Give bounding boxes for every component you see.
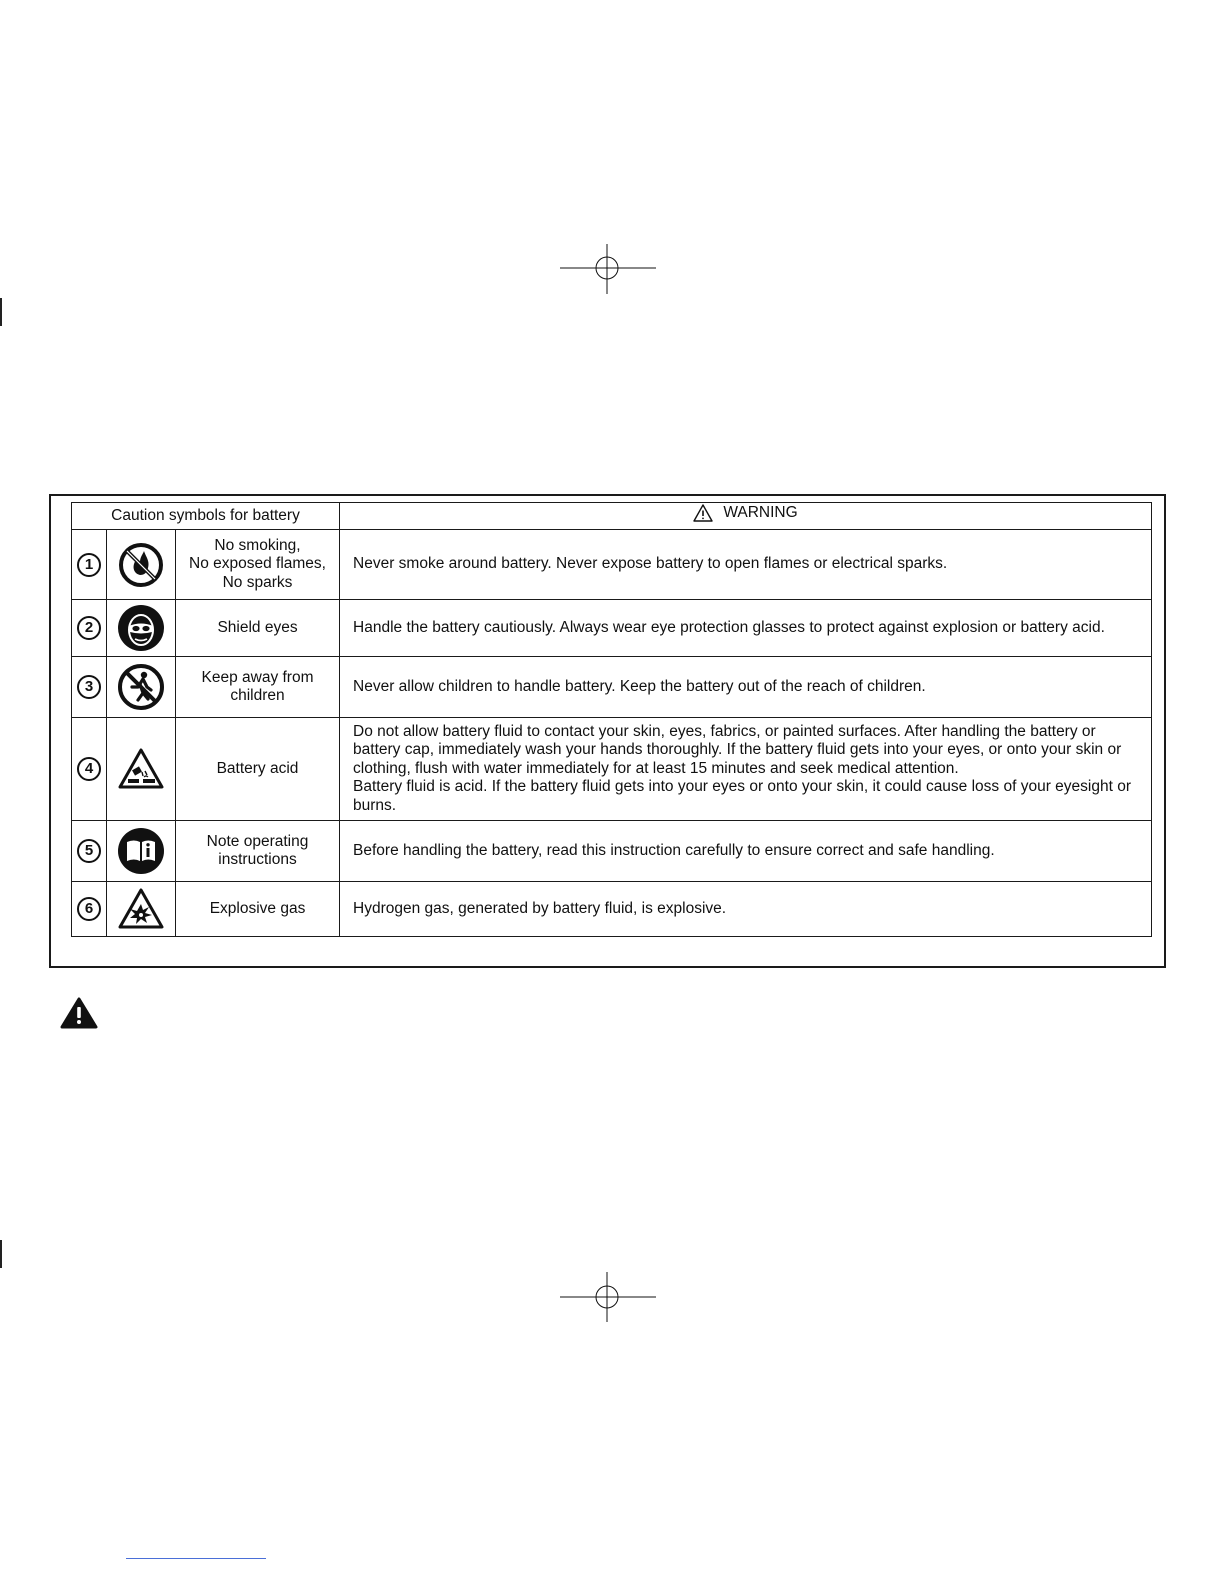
warning-description xyxy=(340,600,1152,657)
battery-caution-panel xyxy=(49,494,1166,968)
symbol-label xyxy=(176,718,340,821)
description-text: Never smoke around battery. Never expose battery to open flames or electrical sparks. xyxy=(353,555,948,573)
battery-acid-icon xyxy=(118,748,164,790)
symbol-label xyxy=(176,530,340,600)
edge-mark-top xyxy=(0,298,2,326)
table-row xyxy=(72,530,1152,600)
symbol-cell xyxy=(107,600,176,657)
warning-description xyxy=(340,821,1152,882)
table-header-row xyxy=(72,503,1152,530)
caution-table xyxy=(71,502,1152,937)
warning-description xyxy=(340,882,1152,937)
registration-mark-bottom xyxy=(560,1272,656,1322)
row-number-cell xyxy=(72,821,107,882)
description-text: Before handling the battery, read this instruction carefully to ensure correct and safe handling. xyxy=(353,841,995,859)
warning-triangle-icon xyxy=(693,504,713,522)
explosive-gas-icon xyxy=(118,888,164,930)
symbol-cell xyxy=(107,657,176,718)
label-line: children xyxy=(230,687,285,704)
row-number: 5 xyxy=(77,839,101,863)
row-number-cell xyxy=(72,882,107,937)
warning-description xyxy=(340,657,1152,718)
symbol-label xyxy=(176,657,340,718)
row-number-cell xyxy=(72,718,107,821)
label-line: Keep away from xyxy=(201,668,314,686)
no-smoking-flames-icon xyxy=(118,542,164,588)
label-line: instructions xyxy=(218,851,297,868)
symbol-label xyxy=(176,821,340,882)
symbol-cell xyxy=(107,821,176,882)
symbol-label xyxy=(176,882,340,937)
table-row xyxy=(72,821,1152,882)
header-warning xyxy=(340,503,1152,530)
header-caution-symbols: Caution symbols for battery xyxy=(72,503,340,530)
label-line: No exposed flames, xyxy=(189,555,326,573)
warning-icon xyxy=(60,997,98,1034)
row-number-cell xyxy=(72,600,107,657)
table-row xyxy=(72,718,1152,821)
table-row xyxy=(72,657,1152,718)
description-text: Do not allow battery fluid to contact your skin, eyes, fabrics, or painted surfaces. After handling the battery or battery cap, immediately wash your hands thoroughly. If the battery fluid gets into your eyes, or onto your skin or clothing, flush with water immediately for at least 15 minutes and seek medical attention. xyxy=(353,722,1122,777)
warning-label: WARNING xyxy=(723,504,798,522)
edge-mark-bottom xyxy=(0,1240,2,1268)
description-text: Handle the battery cautiously. Always wear eye protection glasses to protect against explosion or battery acid. xyxy=(353,618,1105,636)
symbol-cell xyxy=(107,882,176,937)
warning-description xyxy=(340,530,1152,600)
table-row xyxy=(72,882,1152,937)
row-number: 2 xyxy=(77,616,101,640)
row-number: 1 xyxy=(77,553,101,577)
table-row xyxy=(72,600,1152,657)
row-number: 3 xyxy=(77,675,101,699)
description-text: Battery fluid is acid. If the battery fluid gets into your eyes or onto your skin, it could cause loss of your eyesight or burns. xyxy=(353,778,1131,814)
symbol-cell xyxy=(107,718,176,821)
registration-mark-top xyxy=(560,244,656,294)
label-line: Note operating xyxy=(206,832,309,850)
row-number: 6 xyxy=(77,897,101,921)
label-line: Explosive gas xyxy=(209,899,306,917)
label-line: Shield eyes xyxy=(217,618,298,636)
label-line: No sparks xyxy=(222,573,293,591)
description-text: Hydrogen gas, generated by battery fluid, is explosive. xyxy=(353,899,727,917)
label-line: No smoking, xyxy=(214,536,301,554)
row-number: 4 xyxy=(77,757,101,781)
label-line: Battery acid xyxy=(216,759,299,777)
symbol-cell xyxy=(107,530,176,600)
keep-away-children-icon xyxy=(117,663,165,711)
row-number-cell xyxy=(72,530,107,600)
note-instructions-icon xyxy=(117,827,165,875)
footer-rule xyxy=(126,1558,266,1559)
symbol-label xyxy=(176,600,340,657)
warning-description xyxy=(340,718,1152,821)
description-text: Never allow children to handle battery. Keep the battery out of the reach of children. xyxy=(353,677,926,695)
shield-eyes-icon xyxy=(117,604,165,652)
row-number-cell xyxy=(72,657,107,718)
